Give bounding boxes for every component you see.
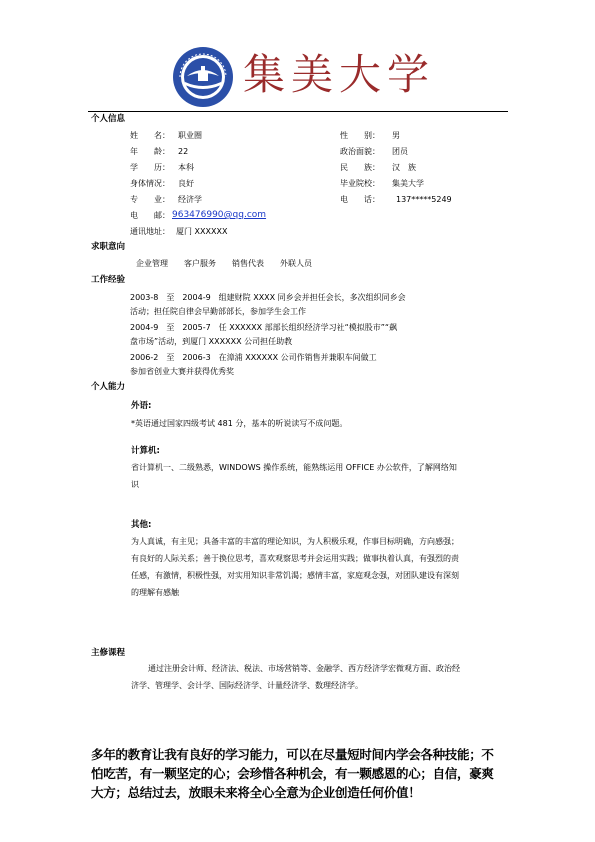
job-intent-text: 企业管理 客户服务 销售代表 外联人员 xyxy=(136,259,312,268)
name-label: 姓 名： xyxy=(130,131,170,140)
computer-skill-text: 省计算机一、二级熟悉，WINDOWS 操作系统，能熟练运用 OFFICE 办公软件，了解网络知识 xyxy=(131,463,457,489)
age-label: 年 龄： xyxy=(130,147,170,156)
email-label: 电 邮： xyxy=(130,211,170,220)
ethnicity-label: 民 族： xyxy=(340,163,380,172)
header-divider xyxy=(88,111,508,112)
graduate-value: 集美大学 xyxy=(392,179,424,188)
politics-label: 政治面貌： xyxy=(340,147,380,156)
work-line: 参加省创业大赛并获得优秀奖 xyxy=(130,367,234,376)
phone-value: 137*****5249 xyxy=(396,195,452,204)
health-value: 良好 xyxy=(178,179,194,188)
school-logo xyxy=(172,46,234,108)
ethnicity-value: 汉 族 xyxy=(392,163,416,172)
courses-text: 通过注册会计师、经济法、税法、市场营销等、金融学、西方经济学宏微观方面、政治经济学、管理学、会计学、国际经济学、计量经济学、数理经济学。 xyxy=(131,664,460,690)
gender-value: 男 xyxy=(392,131,400,140)
education-label: 学 历： xyxy=(130,163,170,172)
work-line: 2003-8 至 2004-9 组建财院 XXXX 同乡会并担任会长，多次组织同乡会 xyxy=(130,293,406,302)
name-value: 职业圈 xyxy=(178,131,202,140)
age-value: 22 xyxy=(178,147,189,156)
school-name-title: 集美大学 xyxy=(243,50,436,99)
foreign-language-title: 外语: xyxy=(131,401,152,411)
major-label: 专 业： xyxy=(130,195,170,204)
section-title-job-intent: 求职意向 xyxy=(91,242,126,252)
closing-statement: 多年的教育让我有良好的学习能力，可以在尽量短时间内学会各种技能；不怕吃苦，有一颗坚定的心；会珍惜各种机会，有一颗感恩的心；自信，豪爽大方；总结过去，放眼未来将全心全意为企业创造任何价值！ xyxy=(91,747,494,800)
section-title-personal-info: 个人信息 xyxy=(91,114,126,124)
section-title-work-experience: 工作经验 xyxy=(91,275,126,285)
computer-skill-title: 计算机: xyxy=(131,446,160,456)
section-title-abilities: 个人能力 xyxy=(91,382,126,392)
health-label: 身体情况： xyxy=(130,179,170,188)
foreign-language-text: *英语通过国家四级考试 481 分，基本的听说读写不成问题。 xyxy=(131,419,348,428)
other-ability-text: 为人真诚，有主见；具备丰富的丰富的理论知识，为人积极乐观，作事目标明确，方向感强；有良好的人际关系；善于换位思考，喜欢观察思考并会运用实践；做事执着认真，有强烈的责任感，有激情，积极性强，对实用知识非常饥渴；感情丰富，家庭观念强，对团队建设有深刻的理解有感触 xyxy=(131,537,459,597)
work-line: 2004-9 至 2005-7 任 XXXXXX 部部长组织经济学习社“模拟股市”“飙 xyxy=(130,323,398,332)
politics-value: 团员 xyxy=(392,147,408,156)
work-line: 活动；担任院自律会早勤部部长，参加学生会工作 xyxy=(130,307,306,316)
email-link[interactable]: 963476990@qq.com xyxy=(172,210,267,220)
work-line: 盘市场”活动，到厦门 XXXXXX 公司担任助教 xyxy=(130,337,293,346)
section-title-courses: 主修课程 xyxy=(91,648,126,658)
education-value: 本科 xyxy=(178,163,194,172)
other-ability-title: 其他: xyxy=(131,520,152,530)
address-value: 厦门 XXXXXX xyxy=(176,227,228,236)
phone-label: 电 话： xyxy=(340,195,380,204)
major-value: 经济学 xyxy=(178,195,202,204)
graduate-label: 毕业院校： xyxy=(340,179,380,188)
address-label: 通讯地址： xyxy=(130,227,170,236)
gender-label: 性 别： xyxy=(340,131,380,140)
work-line: 2006-2 至 2006-3 在漳浦 XXXXXX 公司作销售并兼职车间做工 xyxy=(130,353,377,362)
